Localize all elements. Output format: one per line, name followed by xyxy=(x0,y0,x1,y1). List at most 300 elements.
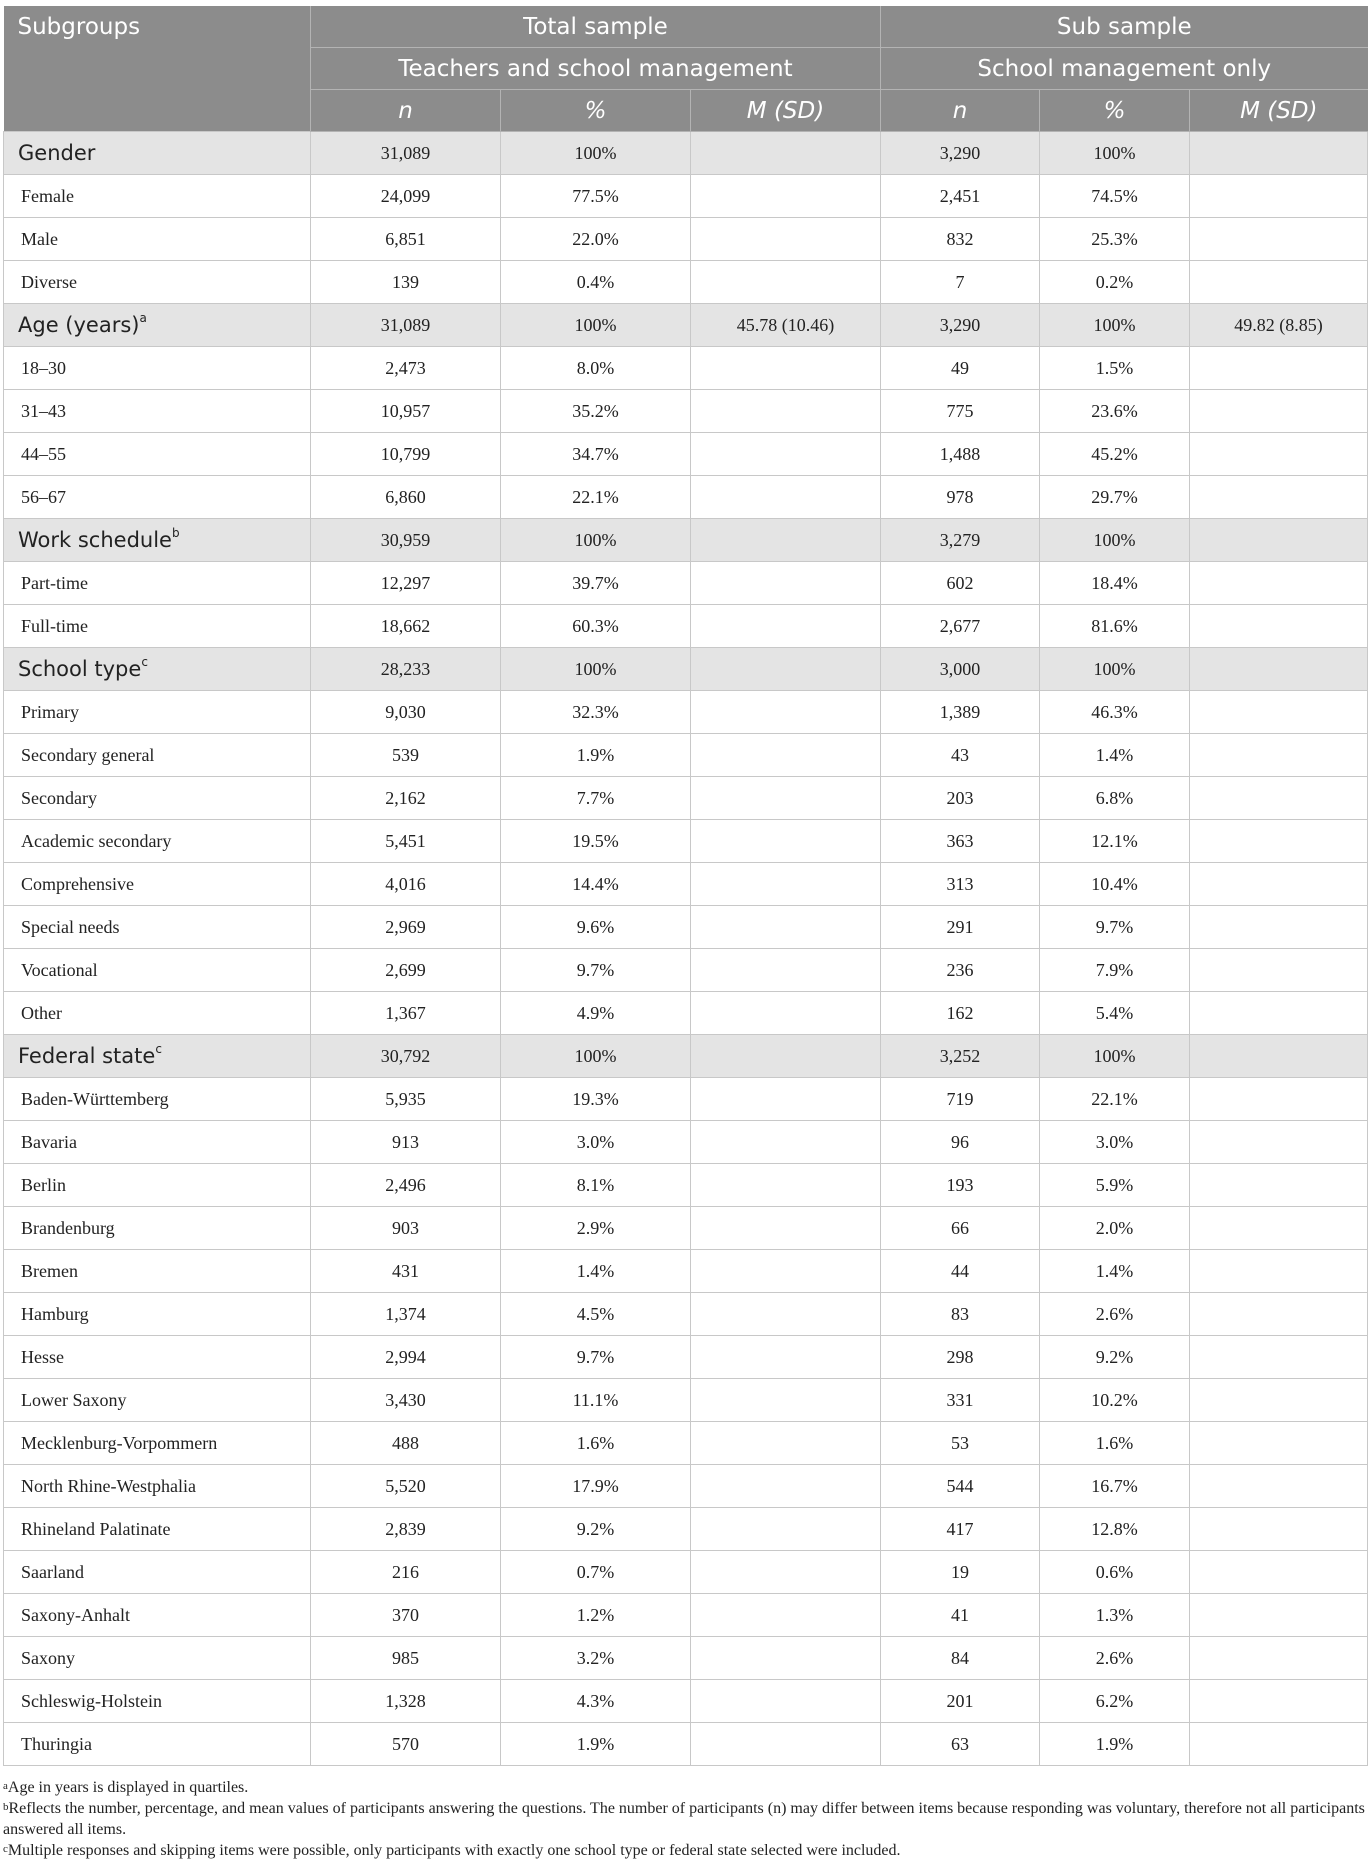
cell-n-sub: 3,279 xyxy=(881,519,1040,562)
row-label xyxy=(4,1035,311,1078)
cell-pct-sub: 1.6% xyxy=(1040,1422,1190,1465)
table-row xyxy=(4,691,1368,734)
cell-n-sub: 7 xyxy=(881,261,1040,304)
cell-n-total: 2,496 xyxy=(311,1164,501,1207)
table-row xyxy=(4,1508,1368,1551)
row-label-text: Thuringia xyxy=(21,1733,92,1754)
cell-n-sub: 832 xyxy=(881,218,1040,261)
cell-pct-sub: 100% xyxy=(1040,648,1190,691)
cell-msd-total xyxy=(691,1164,881,1207)
table-row xyxy=(4,777,1368,820)
cell-pct-sub: 1.5% xyxy=(1040,347,1190,390)
cell-pct-total: 0.7% xyxy=(501,1551,691,1594)
cell-n-total: 1,367 xyxy=(311,992,501,1035)
footnote-marker: a xyxy=(139,311,147,325)
table-row xyxy=(4,863,1368,906)
footnote-marker: c xyxy=(155,1042,162,1056)
footnote-mark: b xyxy=(3,1801,9,1813)
cell-n-total: 2,839 xyxy=(311,1508,501,1551)
cell-msd-sub xyxy=(1190,132,1368,175)
cell-pct-sub: 9.7% xyxy=(1040,906,1190,949)
table-row xyxy=(4,1422,1368,1465)
cell-pct-total: 1.4% xyxy=(501,1250,691,1293)
cell-pct-sub: 25.3% xyxy=(1040,218,1190,261)
cell-n-sub: 3,290 xyxy=(881,132,1040,175)
cell-msd-total xyxy=(691,519,881,562)
cell-msd-sub xyxy=(1190,1078,1368,1121)
cell-n-sub: 978 xyxy=(881,476,1040,519)
cell-pct-sub: 5.9% xyxy=(1040,1164,1190,1207)
cell-n-total: 12,297 xyxy=(311,562,501,605)
cell-msd-sub xyxy=(1190,1465,1368,1508)
cell-n-total: 2,162 xyxy=(311,777,501,820)
cell-pct-total: 35.2% xyxy=(501,390,691,433)
row-label-text: Age (years) xyxy=(18,313,140,337)
cell-msd-sub xyxy=(1190,906,1368,949)
cell-pct-total: 7.7% xyxy=(501,777,691,820)
header-subgroups: Subgroups xyxy=(4,6,311,132)
header-col-pct-sub: % xyxy=(1040,90,1190,132)
cell-pct-total: 8.0% xyxy=(501,347,691,390)
header-total-sample-desc: Teachers and school management xyxy=(311,48,881,90)
cell-msd-sub xyxy=(1190,218,1368,261)
row-label-text: 44–55 xyxy=(21,443,66,464)
cell-msd-total xyxy=(691,1723,881,1766)
cell-msd-total xyxy=(691,1379,881,1422)
cell-msd-total xyxy=(691,433,881,476)
row-label-text: Bavaria xyxy=(21,1131,77,1152)
cell-pct-total: 1.6% xyxy=(501,1422,691,1465)
cell-pct-total: 19.5% xyxy=(501,820,691,863)
table-row xyxy=(4,605,1368,648)
row-label xyxy=(4,218,311,261)
cell-pct-sub: 45.2% xyxy=(1040,433,1190,476)
cell-n-total: 488 xyxy=(311,1422,501,1465)
table-row xyxy=(4,476,1368,519)
cell-n-total: 31,089 xyxy=(311,132,501,175)
group-row xyxy=(4,519,1368,562)
header-col-msd-total: M (SD) xyxy=(691,90,881,132)
row-label xyxy=(4,1594,311,1637)
cell-msd-total xyxy=(691,992,881,1035)
cell-msd-sub xyxy=(1190,390,1368,433)
row-label-text: Male xyxy=(21,228,58,249)
row-label xyxy=(4,1508,311,1551)
row-label-text: Baden-Württemberg xyxy=(21,1088,169,1109)
row-label-text: Hesse xyxy=(21,1346,64,1367)
row-label xyxy=(4,820,311,863)
cell-pct-total: 32.3% xyxy=(501,691,691,734)
cell-pct-total: 100% xyxy=(501,519,691,562)
cell-msd-sub xyxy=(1190,1723,1368,1766)
row-label xyxy=(4,949,311,992)
cell-pct-sub: 18.4% xyxy=(1040,562,1190,605)
row-label-text: Comprehensive xyxy=(21,873,134,894)
cell-n-sub: 83 xyxy=(881,1293,1040,1336)
cell-n-total: 216 xyxy=(311,1551,501,1594)
row-label xyxy=(4,906,311,949)
cell-pct-total: 1.2% xyxy=(501,1594,691,1637)
cell-n-total: 9,030 xyxy=(311,691,501,734)
cell-n-total: 985 xyxy=(311,1637,501,1680)
cell-n-total: 30,959 xyxy=(311,519,501,562)
cell-msd-sub xyxy=(1190,820,1368,863)
cell-n-total: 2,969 xyxy=(311,906,501,949)
cell-msd-total xyxy=(691,1508,881,1551)
cell-pct-total: 3.2% xyxy=(501,1637,691,1680)
cell-msd-total xyxy=(691,777,881,820)
group-row xyxy=(4,304,1368,347)
footnote xyxy=(3,1840,1367,1861)
cell-n-sub: 63 xyxy=(881,1723,1040,1766)
row-label xyxy=(4,648,311,691)
cell-msd-total xyxy=(691,347,881,390)
header-col-n-sub: n xyxy=(881,90,1040,132)
row-label-text: Academic secondary xyxy=(21,830,172,851)
cell-n-sub: 201 xyxy=(881,1680,1040,1723)
cell-n-sub: 96 xyxy=(881,1121,1040,1164)
cell-n-total: 2,994 xyxy=(311,1336,501,1379)
cell-pct-total: 77.5% xyxy=(501,175,691,218)
row-label-text: Special needs xyxy=(21,916,120,937)
table-row xyxy=(4,390,1368,433)
row-label-text: Rhineland Palatinate xyxy=(21,1518,171,1539)
cell-msd-total xyxy=(691,218,881,261)
cell-msd-sub xyxy=(1190,1680,1368,1723)
cell-n-sub: 298 xyxy=(881,1336,1040,1379)
table-row xyxy=(4,1379,1368,1422)
footnote-text: Multiple responses and skipping items were possible, only participants with exactly one school type or federal state selected were included. xyxy=(7,1842,901,1859)
cell-msd-total xyxy=(691,1078,881,1121)
cell-msd-total xyxy=(691,863,881,906)
cell-pct-total: 39.7% xyxy=(501,562,691,605)
table-row xyxy=(4,175,1368,218)
table-row xyxy=(4,433,1368,476)
footnote-text: Age in years is displayed in quartiles. xyxy=(7,1779,249,1796)
cell-pct-total: 3.0% xyxy=(501,1121,691,1164)
cell-msd-sub xyxy=(1190,1594,1368,1637)
cell-n-total: 5,935 xyxy=(311,1078,501,1121)
cell-pct-sub: 7.9% xyxy=(1040,949,1190,992)
table-header xyxy=(4,6,1368,132)
cell-pct-total: 1.9% xyxy=(501,734,691,777)
cell-n-sub: 313 xyxy=(881,863,1040,906)
cell-pct-sub: 22.1% xyxy=(1040,1078,1190,1121)
table-row xyxy=(4,1078,1368,1121)
row-label xyxy=(4,691,311,734)
table-row xyxy=(4,1121,1368,1164)
cell-msd-total xyxy=(691,1336,881,1379)
cell-msd-sub xyxy=(1190,691,1368,734)
row-label-text: 31–43 xyxy=(21,400,66,421)
demographics-table xyxy=(3,6,1368,1766)
cell-pct-sub: 10.4% xyxy=(1040,863,1190,906)
cell-msd-total xyxy=(691,1637,881,1680)
row-label xyxy=(4,132,311,175)
cell-pct-total: 100% xyxy=(501,132,691,175)
table-row xyxy=(4,906,1368,949)
cell-n-total: 5,451 xyxy=(311,820,501,863)
cell-n-sub: 3,000 xyxy=(881,648,1040,691)
demographics-table-container xyxy=(3,6,1367,1766)
cell-pct-sub: 100% xyxy=(1040,519,1190,562)
cell-msd-sub xyxy=(1190,175,1368,218)
cell-msd-sub xyxy=(1190,777,1368,820)
cell-msd-sub xyxy=(1190,1637,1368,1680)
row-label-text: Secondary xyxy=(21,787,97,808)
cell-pct-total: 9.2% xyxy=(501,1508,691,1551)
table-body xyxy=(4,132,1368,1766)
cell-pct-sub: 16.7% xyxy=(1040,1465,1190,1508)
cell-n-sub: 291 xyxy=(881,906,1040,949)
row-label-text: Diverse xyxy=(21,271,77,292)
cell-pct-sub: 2.0% xyxy=(1040,1207,1190,1250)
cell-n-total: 2,699 xyxy=(311,949,501,992)
table-row xyxy=(4,1680,1368,1723)
cell-pct-sub: 1.4% xyxy=(1040,734,1190,777)
cell-n-total: 10,799 xyxy=(311,433,501,476)
cell-msd-sub xyxy=(1190,1207,1368,1250)
cell-n-sub: 49 xyxy=(881,347,1040,390)
cell-pct-total: 100% xyxy=(501,1035,691,1078)
cell-n-sub: 775 xyxy=(881,390,1040,433)
row-label xyxy=(4,1121,311,1164)
cell-pct-total: 2.9% xyxy=(501,1207,691,1250)
cell-pct-total: 4.5% xyxy=(501,1293,691,1336)
row-label-text: Saxony xyxy=(21,1647,75,1668)
cell-pct-total: 8.1% xyxy=(501,1164,691,1207)
cell-pct-sub: 5.4% xyxy=(1040,992,1190,1035)
cell-pct-total: 0.4% xyxy=(501,261,691,304)
cell-msd-total xyxy=(691,562,881,605)
row-label xyxy=(4,261,311,304)
row-label xyxy=(4,476,311,519)
cell-pct-sub: 12.1% xyxy=(1040,820,1190,863)
footnote-mark: c xyxy=(3,1843,8,1855)
cell-pct-total: 22.0% xyxy=(501,218,691,261)
row-label xyxy=(4,562,311,605)
cell-n-sub: 84 xyxy=(881,1637,1040,1680)
row-label xyxy=(4,304,311,347)
row-label-text: 18–30 xyxy=(21,357,66,378)
table-row xyxy=(4,1723,1368,1766)
cell-msd-sub xyxy=(1190,1250,1368,1293)
cell-pct-total: 19.3% xyxy=(501,1078,691,1121)
cell-msd-total xyxy=(691,1293,881,1336)
cell-pct-sub: 2.6% xyxy=(1040,1637,1190,1680)
cell-pct-total: 22.1% xyxy=(501,476,691,519)
row-label-text: Schleswig-Holstein xyxy=(21,1690,162,1711)
row-label xyxy=(4,734,311,777)
row-label-text: Gender xyxy=(18,141,96,165)
cell-pct-sub: 29.7% xyxy=(1040,476,1190,519)
cell-pct-sub: 2.6% xyxy=(1040,1293,1190,1336)
cell-n-sub: 3,290 xyxy=(881,304,1040,347)
cell-n-total: 28,233 xyxy=(311,648,501,691)
cell-msd-total xyxy=(691,1121,881,1164)
table-row xyxy=(4,1465,1368,1508)
row-label xyxy=(4,1293,311,1336)
cell-n-total: 539 xyxy=(311,734,501,777)
cell-msd-sub xyxy=(1190,605,1368,648)
cell-msd-total xyxy=(691,648,881,691)
cell-msd-sub xyxy=(1190,992,1368,1035)
cell-n-sub: 2,451 xyxy=(881,175,1040,218)
cell-n-sub: 331 xyxy=(881,1379,1040,1422)
row-label xyxy=(4,863,311,906)
footnote-text: Reflects the number, percentage, and mean values of participants answering the questions. The number of participants (n) may differ between items because responding was voluntary, therefore not all participants answered all items. xyxy=(3,1800,1365,1838)
row-label-text: Full-time xyxy=(21,615,88,636)
cell-n-total: 6,860 xyxy=(311,476,501,519)
cell-n-total: 6,851 xyxy=(311,218,501,261)
table-row xyxy=(4,1164,1368,1207)
footnote-mark: a xyxy=(3,1780,8,1792)
cell-n-sub: 1,488 xyxy=(881,433,1040,476)
cell-pct-sub: 0.6% xyxy=(1040,1551,1190,1594)
cell-n-total: 139 xyxy=(311,261,501,304)
cell-msd-total xyxy=(691,476,881,519)
row-label-text: Lower Saxony xyxy=(21,1389,127,1410)
cell-msd-sub xyxy=(1190,261,1368,304)
cell-msd-sub xyxy=(1190,1336,1368,1379)
row-label xyxy=(4,605,311,648)
cell-msd-total xyxy=(691,1207,881,1250)
group-row xyxy=(4,1035,1368,1078)
row-label-text: Saxony-Anhalt xyxy=(21,1604,130,1625)
header-col-pct-total: % xyxy=(501,90,691,132)
cell-n-total: 24,099 xyxy=(311,175,501,218)
cell-msd-total xyxy=(691,1035,881,1078)
cell-pct-sub: 10.2% xyxy=(1040,1379,1190,1422)
cell-n-total: 1,374 xyxy=(311,1293,501,1336)
row-label-text: Saarland xyxy=(21,1561,84,1582)
cell-msd-sub xyxy=(1190,562,1368,605)
cell-n-sub: 53 xyxy=(881,1422,1040,1465)
cell-n-total: 18,662 xyxy=(311,605,501,648)
row-label-text: Primary xyxy=(21,701,79,722)
row-label-text: Part-time xyxy=(21,572,88,593)
cell-msd-sub xyxy=(1190,476,1368,519)
cell-pct-sub: 74.5% xyxy=(1040,175,1190,218)
table-row xyxy=(4,1250,1368,1293)
cell-n-sub: 19 xyxy=(881,1551,1040,1594)
cell-msd-total xyxy=(691,605,881,648)
table-row xyxy=(4,1594,1368,1637)
table-row xyxy=(4,1293,1368,1336)
cell-msd-total xyxy=(691,261,881,304)
row-label-text: Mecklenburg-Vorpommern xyxy=(21,1432,218,1453)
cell-pct-total: 9.7% xyxy=(501,949,691,992)
row-label xyxy=(4,1680,311,1723)
cell-msd-total xyxy=(691,1250,881,1293)
cell-n-total: 2,473 xyxy=(311,347,501,390)
table-row xyxy=(4,734,1368,777)
table-row xyxy=(4,347,1368,390)
row-label-text: Brandenburg xyxy=(21,1217,115,1238)
row-label-text: Work schedule xyxy=(18,528,172,552)
cell-n-total: 903 xyxy=(311,1207,501,1250)
cell-n-sub: 43 xyxy=(881,734,1040,777)
row-label xyxy=(4,1078,311,1121)
cell-n-total: 570 xyxy=(311,1723,501,1766)
table-footnotes xyxy=(3,1777,1367,1861)
cell-n-sub: 162 xyxy=(881,992,1040,1035)
row-label-text: School type xyxy=(18,657,142,681)
row-label xyxy=(4,175,311,218)
table-row xyxy=(4,1637,1368,1680)
footnote-marker: b xyxy=(171,526,180,540)
cell-pct-sub: 3.0% xyxy=(1040,1121,1190,1164)
cell-pct-total: 34.7% xyxy=(501,433,691,476)
cell-n-total: 30,792 xyxy=(311,1035,501,1078)
cell-pct-total: 60.3% xyxy=(501,605,691,648)
row-label xyxy=(4,1551,311,1594)
cell-n-total: 10,957 xyxy=(311,390,501,433)
cell-msd-sub xyxy=(1190,1121,1368,1164)
row-label-text: Other xyxy=(21,1002,62,1023)
cell-msd-sub xyxy=(1190,1293,1368,1336)
cell-msd-total xyxy=(691,1551,881,1594)
cell-n-sub: 2,677 xyxy=(881,605,1040,648)
footnote xyxy=(3,1798,1367,1840)
cell-msd-sub xyxy=(1190,863,1368,906)
footnote-marker: c xyxy=(141,655,148,669)
row-label xyxy=(4,1207,311,1250)
cell-msd-sub: 49.82 (8.85) xyxy=(1190,304,1368,347)
table-row xyxy=(4,1207,1368,1250)
cell-msd-total xyxy=(691,175,881,218)
cell-pct-total: 14.4% xyxy=(501,863,691,906)
row-label xyxy=(4,1164,311,1207)
cell-n-sub: 3,252 xyxy=(881,1035,1040,1078)
table-row xyxy=(4,992,1368,1035)
cell-msd-sub xyxy=(1190,1164,1368,1207)
cell-n-total: 913 xyxy=(311,1121,501,1164)
cell-msd-sub xyxy=(1190,1422,1368,1465)
row-label-text: Hamburg xyxy=(21,1303,89,1324)
table-row xyxy=(4,562,1368,605)
table-row xyxy=(4,949,1368,992)
row-label xyxy=(4,992,311,1035)
cell-pct-sub: 12.8% xyxy=(1040,1508,1190,1551)
header-total-sample: Total sample xyxy=(311,6,881,48)
cell-pct-sub: 9.2% xyxy=(1040,1336,1190,1379)
row-label xyxy=(4,1465,311,1508)
cell-n-sub: 236 xyxy=(881,949,1040,992)
cell-n-sub: 417 xyxy=(881,1508,1040,1551)
cell-msd-sub xyxy=(1190,1508,1368,1551)
cell-n-total: 431 xyxy=(311,1250,501,1293)
cell-n-sub: 203 xyxy=(881,777,1040,820)
cell-msd-total xyxy=(691,1680,881,1723)
row-label xyxy=(4,519,311,562)
cell-msd-sub xyxy=(1190,1551,1368,1594)
cell-pct-sub: 46.3% xyxy=(1040,691,1190,734)
cell-pct-sub: 0.2% xyxy=(1040,261,1190,304)
cell-n-sub: 44 xyxy=(881,1250,1040,1293)
row-label xyxy=(4,1723,311,1766)
cell-msd-sub xyxy=(1190,949,1368,992)
cell-pct-sub: 6.8% xyxy=(1040,777,1190,820)
cell-msd-total xyxy=(691,949,881,992)
header-sub-sample-desc: School management only xyxy=(881,48,1368,90)
row-label-text: Bremen xyxy=(21,1260,78,1281)
cell-n-total: 31,089 xyxy=(311,304,501,347)
cell-msd-total xyxy=(691,1422,881,1465)
row-label-text: North Rhine-Westphalia xyxy=(21,1475,197,1496)
cell-pct-sub: 100% xyxy=(1040,1035,1190,1078)
cell-pct-sub: 81.6% xyxy=(1040,605,1190,648)
